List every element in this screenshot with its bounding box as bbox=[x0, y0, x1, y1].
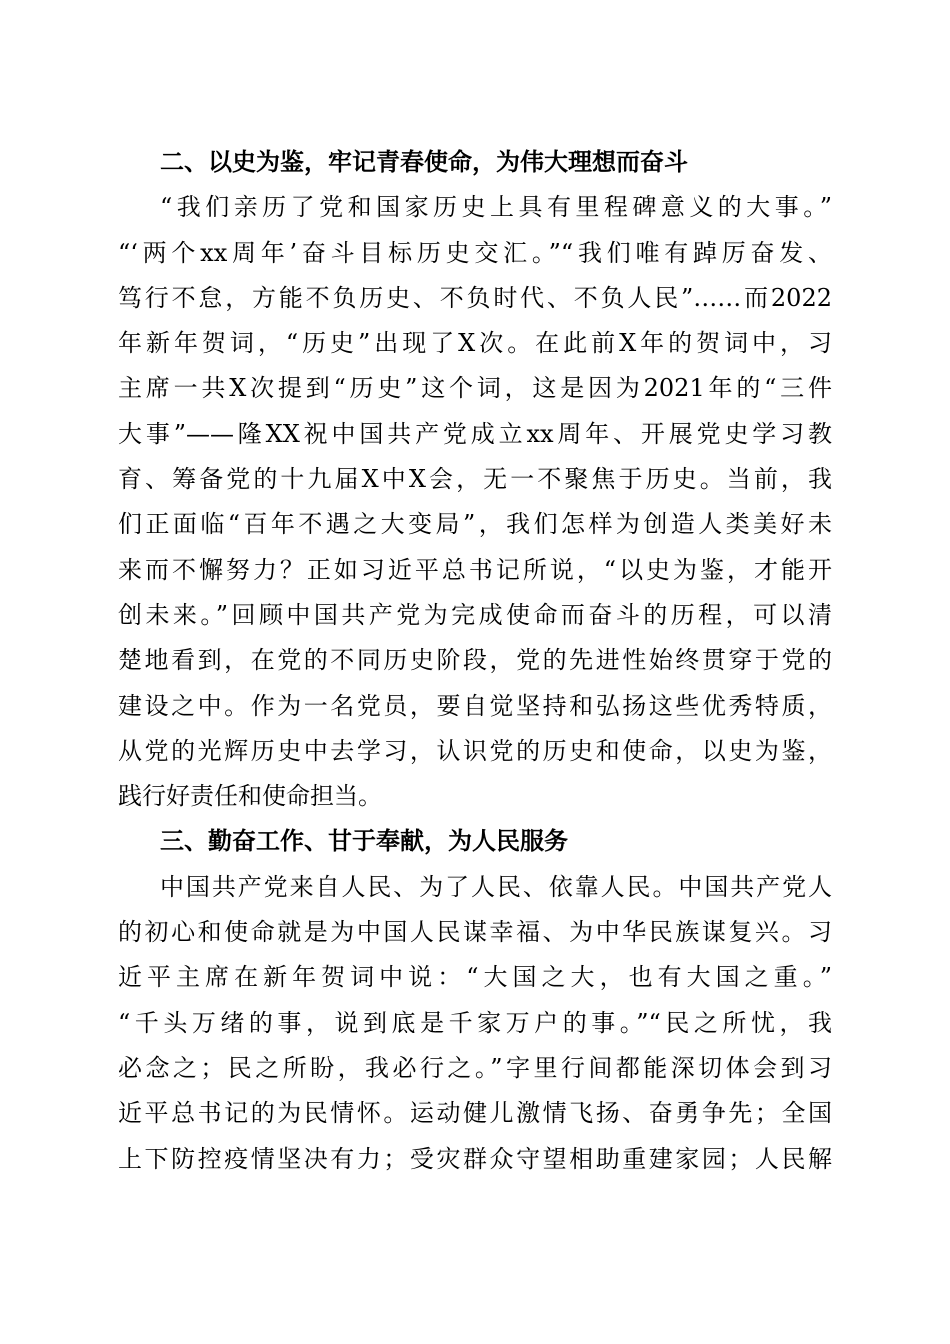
section-3 bbox=[118, 819, 832, 1181]
text-line: “我们亲历了党和国家历史上具有里程碑意义的大事。” bbox=[160, 193, 832, 222]
text-line: 们正面临“百年不遇之大变局”，我们怎样为创造人类美好未 bbox=[118, 510, 832, 539]
text-line: 中国共产党来自人民、为了人民、依靠人民。中国共产党人 bbox=[160, 872, 832, 901]
section-2 bbox=[118, 140, 832, 819]
text-line: “千头万绪的事，说到底是千家万户的事。”“民之所忧，我 bbox=[118, 1008, 832, 1037]
text-line: 的初心和使命就是为中国人民谋幸福、为中华民族谋复兴。习 bbox=[118, 918, 832, 947]
text-line: 笃行不怠，方能不负历史、不负时代、不负人民”……而2022 bbox=[118, 283, 832, 312]
section-heading: 三、勤奋工作、甘于奉献，为人民服务 bbox=[160, 827, 568, 856]
paragraph bbox=[118, 185, 832, 819]
text-line: 来而不懈努力？正如习近平总书记所说，“以史为鉴，才能开 bbox=[118, 555, 832, 584]
text-line: 年新年贺词，“历史”出现了X次。在此前X年的贺词中，习 bbox=[118, 329, 832, 358]
text-line: 践行好责任和使命担当。 bbox=[118, 782, 382, 811]
document-body bbox=[118, 140, 832, 1182]
text-line: 主席一共X次提到“历史”这个词，这是因为2021年的“三件 bbox=[118, 374, 832, 403]
paragraph bbox=[118, 865, 832, 1182]
text-line: 大事”——隆XX祝中国共产党成立xx周年、开展党史学习教 bbox=[118, 419, 832, 448]
text-line: 创未来。”回顾中国共产党为完成使命而奋斗的历程，可以清 bbox=[118, 600, 832, 629]
text-line: 必念之；民之所盼，我必行之。”字里行间都能深切体会到习 bbox=[118, 1053, 832, 1082]
text-line: 近平主席在新年贺词中说：“大国之大，也有大国之重。” bbox=[118, 963, 832, 992]
text-line: 育、筹备党的十九届X中X会，无一不聚焦于历史。当前，我 bbox=[118, 465, 832, 494]
text-line: 建设之中。作为一名党员，要自觉坚持和弘扬这些优秀特质， bbox=[118, 691, 832, 720]
text-line: 上下防控疫情坚决有力；受灾群众守望相助重建家园；人民解 bbox=[118, 1144, 832, 1173]
section-heading: 二、以史为鉴，牢记青春使命，为伟大理想而奋斗 bbox=[160, 148, 688, 176]
text-line: 楚地看到，在党的不同历史阶段，党的先进性始终贯穿于党的 bbox=[118, 646, 832, 675]
text-line: 从党的光辉历史中去学习，认识党的历史和使命，以史为鉴， bbox=[118, 736, 832, 765]
text-line: 近平总书记的为民情怀。运动健儿激情飞扬、奋勇争先；全国 bbox=[118, 1099, 832, 1128]
text-line: “‘两个xx周年’奋斗目标历史交汇。”“我们唯有踔厉奋发、 bbox=[118, 238, 832, 267]
